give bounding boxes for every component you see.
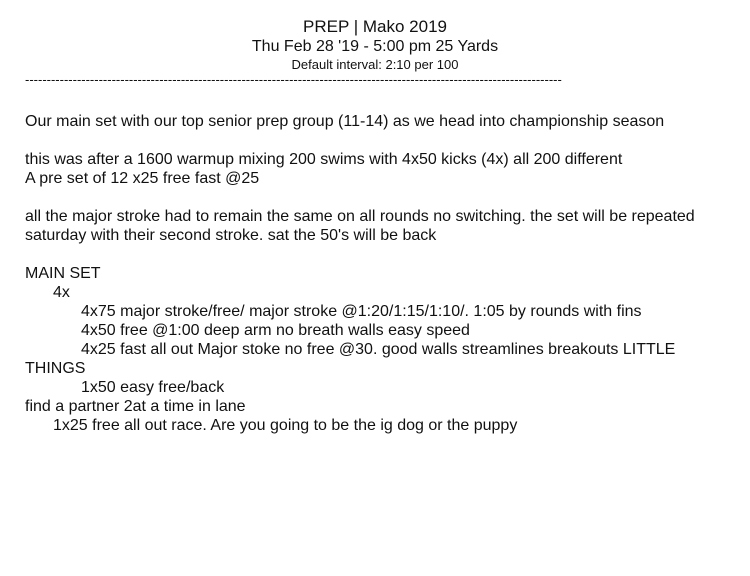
set-item-2: 4x50 free @1:00 deep arm no breath walls easy speed xyxy=(81,322,470,339)
dashed-divider: ---------------------------------------------------------------------------------------------------------------------------- xyxy=(25,72,562,87)
race-text: 1x25 free all out race. Are you going to be the ig dog or the puppy xyxy=(53,417,518,434)
set-item-3: 4x25 fast all out Major stoke no free @30. good walls streamlines breakouts LITTLE xyxy=(81,341,676,358)
default-interval: Default interval: 2:10 per 100 xyxy=(291,57,459,72)
set-item-1: 4x75 major stroke/free/ major stroke @1:20/1:15/1:10/. 1:05 by rounds with fins xyxy=(81,303,642,320)
intro-text: Our main set with our top senior prep group (11-14) as we head into championship season xyxy=(25,113,665,130)
main-set-label: MAIN SET xyxy=(25,265,101,282)
note-line-1: all the major stroke had to remain the same on all rounds no switching. the set will be repeated xyxy=(25,208,695,225)
set-item-3-wrap: THINGS xyxy=(25,360,86,377)
preset-text: A pre set of 12 x25 free fast @25 xyxy=(25,170,260,187)
set-item-4: 1x50 easy free/back xyxy=(81,379,225,396)
warmup-text: this was after a 1600 warmup mixing 200 swims with 4x50 kicks (4x) all 200 different xyxy=(25,151,623,168)
partner-text: find a partner 2at a time in lane xyxy=(25,398,246,415)
main-set-rounds: 4x xyxy=(53,284,70,301)
note-line-2: saturday with their second stroke. sat the 50's will be back xyxy=(25,227,437,244)
workout-date: Thu Feb 28 '19 - 5:00 pm 25 Yards xyxy=(251,38,499,55)
workout-title: PREP | Mako 2019 xyxy=(303,17,447,36)
